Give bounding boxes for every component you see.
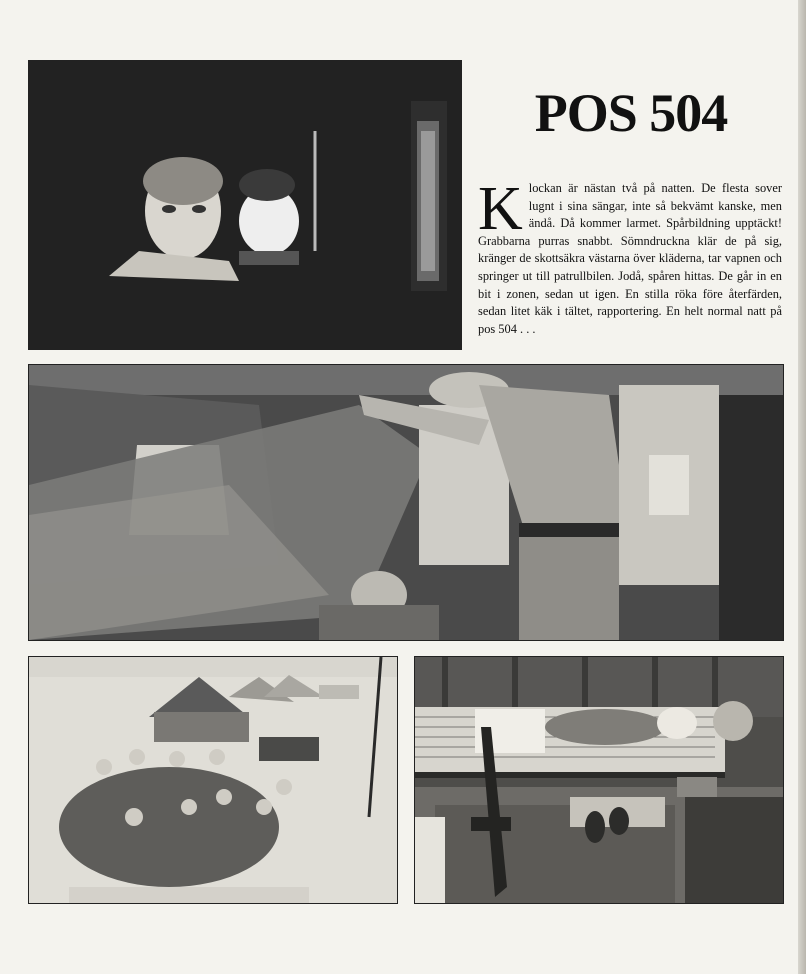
group-camp-image (29, 657, 397, 903)
drop-cap: K (478, 175, 523, 243)
tent-interior-image (29, 365, 783, 640)
photo-night-faces (28, 60, 462, 350)
article-body (478, 175, 782, 338)
photo-tent-interior (28, 364, 784, 641)
page-edge (798, 0, 806, 974)
sleeping-bunk-image (415, 657, 783, 903)
article-title: POS 504 (534, 83, 728, 143)
article-body-text: lockan är nästan två på natten. De flesta sover lugnt i sina sängar, inte så bekvämt kanske, men ändå. Då kommer larmet. Spårbildning upptäckt! Grabbarna purras snabbt. Sömndruckna klär de på sig, kränger de skottsäkra västarna över kläderna, tar vapnen och springer ut till patrullbilen. Jodå, spåren hittas. De går in en bit i zonen, sedan ut igen. En stilla röka före återfärden, sedan litet käk i tältet, rapportering. En helt normal natt på pos 504 . . . (478, 181, 782, 336)
photo-group-camp (28, 656, 398, 904)
night-faces-image (29, 61, 461, 349)
photo-sleeping-bunk (414, 656, 784, 904)
